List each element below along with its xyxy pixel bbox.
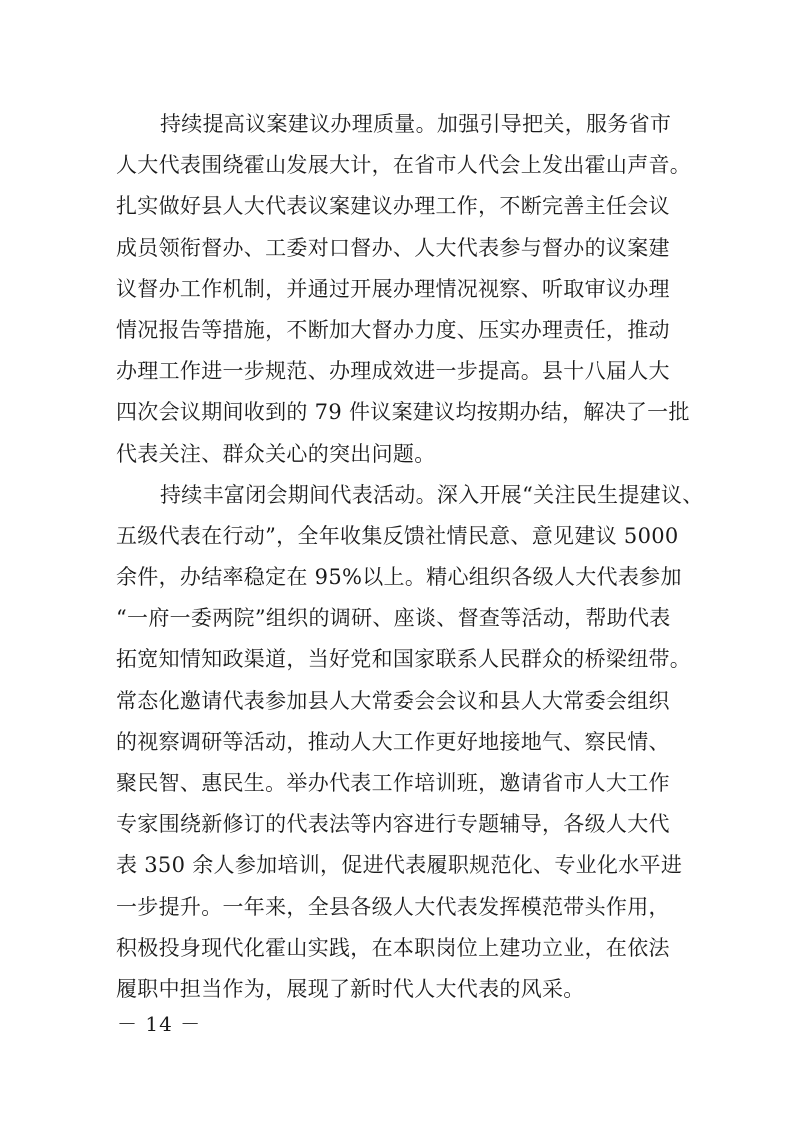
paragraph-2-line-10: 表 350 余人参加培训，促进代表履职规范化、专业化水平进 xyxy=(116,853,683,878)
paragraph-1-line-4: 成员领衔督办、工委对口督办、人大代表参与督办的议案建 xyxy=(116,235,670,260)
paragraph-2-line-2: 五级代表在行动”，全年收集反馈社情民意、意见建议 5000 xyxy=(116,523,679,548)
paragraph-1-line-3: 扎实做好县人大代表议案建议办理工作，不断完善主任会议 xyxy=(116,194,670,219)
page-number: － 14 － xyxy=(117,1012,202,1036)
paragraph-1-line-7: 办理工作进一步规范、办理成效进一步提高。县十八届人大 xyxy=(116,359,670,384)
paragraph-2-line-6: 常态化邀请代表参加县人大常委会会议和县人大常委会组织 xyxy=(116,688,670,713)
paragraph-1-line-9: 代表关注、群众关心的突出问题。 xyxy=(116,441,436,466)
paragraph-2-line-7: 的视察调研等活动，推动人大工作更好地接地气、察民情、 xyxy=(116,729,670,754)
paragraph-2-line-3: 余件，办结率稳定在 95%以上。精心组织各级人大代表参加 xyxy=(116,565,682,590)
paragraph-2-line-12: 积极投身现代化霍山实践，在本职岗位上建功立业，在依法 xyxy=(116,935,670,960)
paragraph-1-line-8: 四次会议期间收到的 79 件议案建议均按期办结，解决了一批 xyxy=(116,400,690,425)
paragraph-1-line-6: 情况报告等措施，不断加大督办力度、压实办理责任，推动 xyxy=(116,317,670,342)
paragraph-2-line-1: 持续丰富闭会期间代表活动。深入开展“关注民生提建议、 xyxy=(160,482,704,507)
paragraph-1-line-2: 人大代表围绕霍山发展大计，在省市人代会上发出霍山声音。 xyxy=(116,153,692,178)
paragraph-1-line-5: 议督办工作机制，并通过开展办理情况视察、听取审议办理 xyxy=(116,276,670,301)
paragraph-2-line-11: 一步提升。一年来，全县各级人大代表发挥模范带头作用， xyxy=(116,894,670,919)
paragraph-2-line-8: 聚民智、惠民生。举办代表工作培训班，邀请省市人大工作 xyxy=(116,771,670,795)
paragraph-2-line-13: 履职中担当作为，展现了新时代人大代表的风采。 xyxy=(116,976,585,1001)
paragraph-1-line-1: 持续提高议案建议办理质量。加强引导把关，服务省市 xyxy=(160,112,672,136)
paragraph-2-line-5: 拓宽知情知政渠道，当好党和国家联系人民群众的桥梁纽带。 xyxy=(116,647,692,672)
paragraph-2-line-9: 专家围绕新修订的代表法等内容进行专题辅导，各级人大代 xyxy=(116,812,670,837)
paragraph-2-line-4: “一府一委两院”组织的调研、座谈、督查等活动，帮助代表 xyxy=(116,606,671,631)
body-text xyxy=(116,104,716,1010)
